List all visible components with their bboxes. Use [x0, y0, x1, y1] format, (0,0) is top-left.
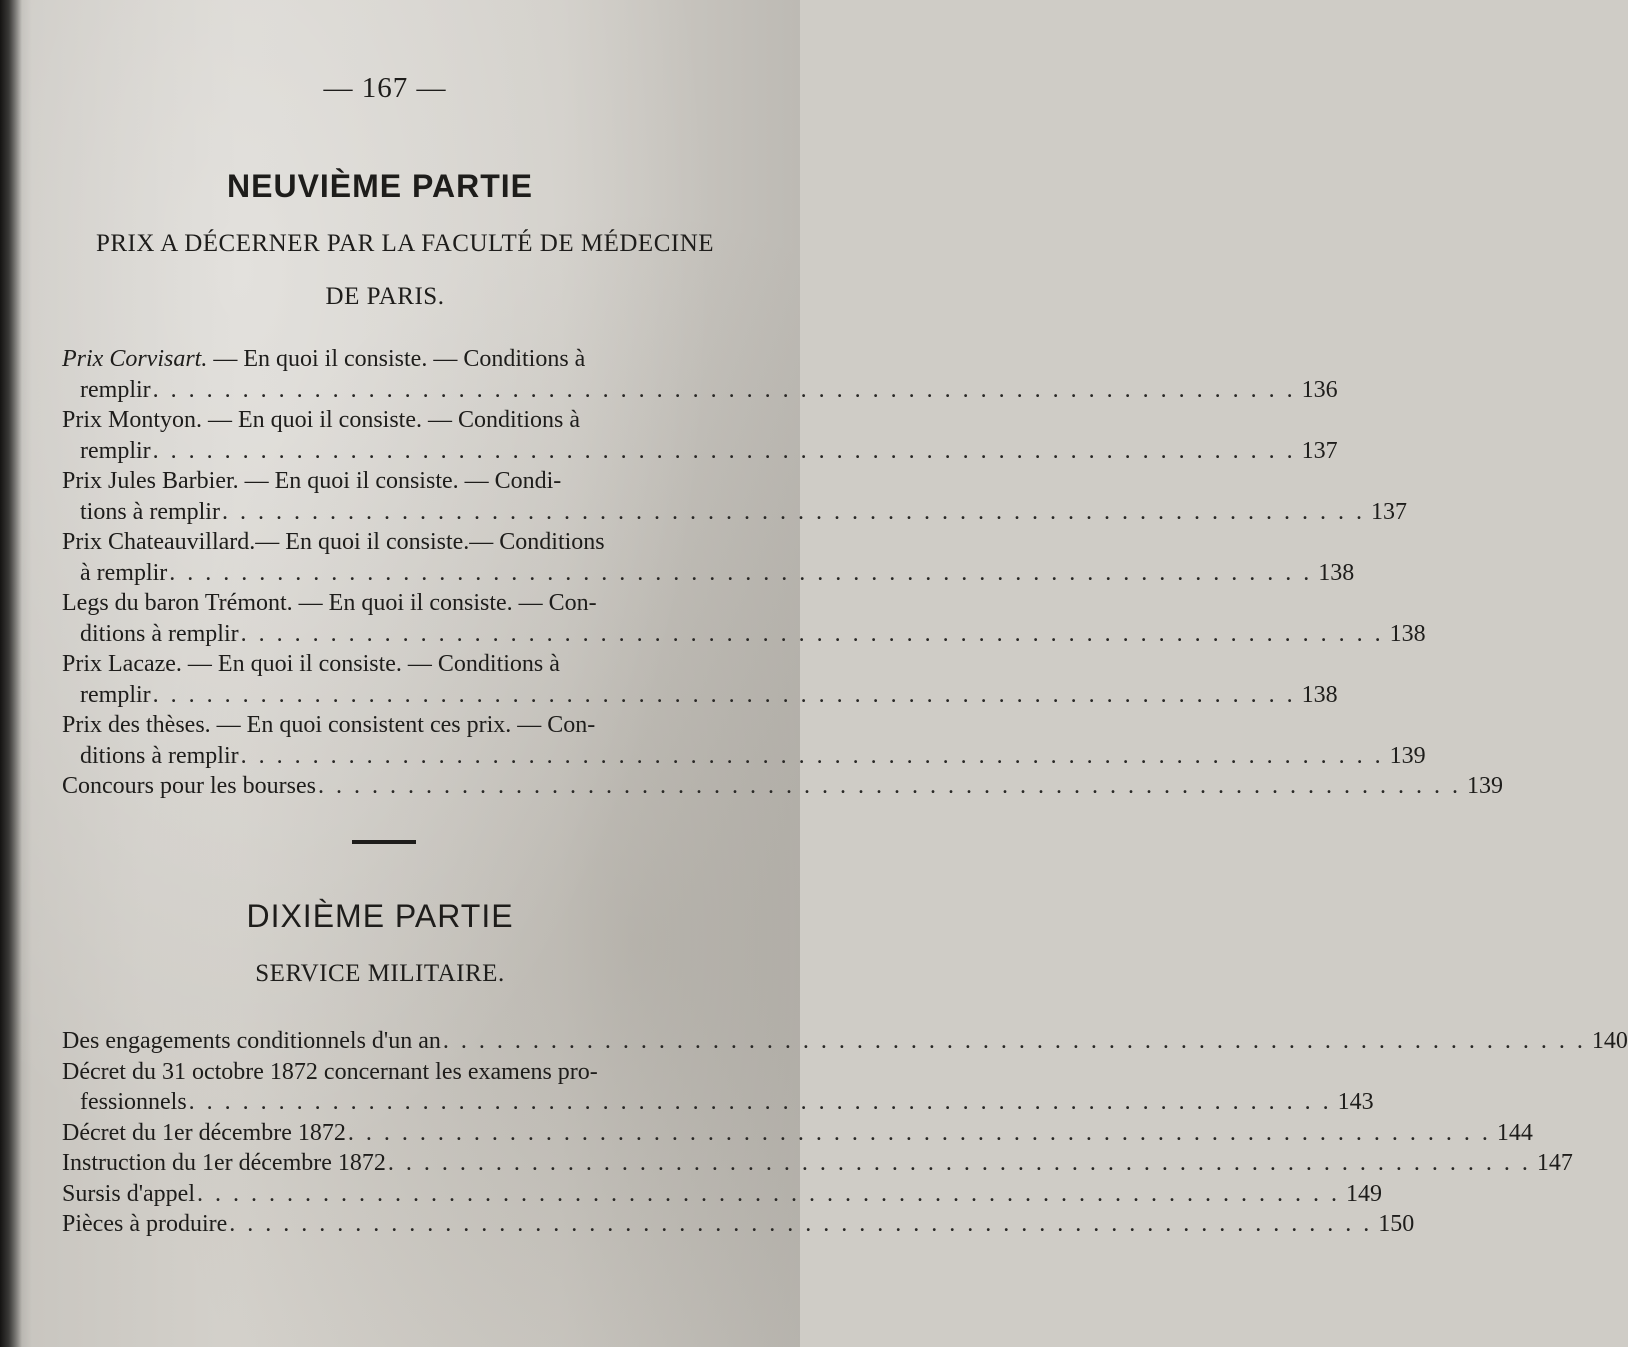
toc-entry-text: Sursis d'appel — [62, 1180, 195, 1207]
toc-page-number: 139 — [1389, 742, 1426, 769]
toc-entry-line — [62, 1118, 1533, 1149]
toc-page-number: 139 — [1466, 773, 1503, 799]
toc-entry-text: Décret du 31 octobre 1872 concernant les examens pro- — [62, 1058, 598, 1085]
toc-entry-text: Des engagements conditionnels d'un an — [62, 1028, 441, 1054]
toc-entry-text: ditions à remplir — [80, 742, 239, 769]
toc-entry-line — [62, 1209, 1415, 1240]
toc-entry-line — [62, 497, 1407, 528]
section-subtitle-prix: PRIX A DÉCERNER PAR LA FACULTÉ DE MÉDECINE — [95, 230, 715, 257]
toc-entry-line — [62, 1179, 1382, 1210]
toc-entry-line — [62, 1148, 1573, 1179]
toc-entry-text: remplir — [80, 437, 151, 464]
dot-leader: . . . . . . . . . . . . . . . . . . . . . . . . . . . . . . . . . . . . . . . . . . . . . . . . . . . . . . . . . . . . . . . . — [442, 1028, 1586, 1054]
dot-leader: . . . . . . . . . . . . . . . . . . . . . . . . . . . . . . . . . . . . . . . . . . . . . . . . . . . . . . . . . . . . . . . . — [240, 742, 1384, 769]
dot-leader: . . . . . . . . . . . . . . . . . . . . . . . . . . . . . . . . . . . . . . . . . . . . . . . . . . . . . . . . . . . . . . . . — [347, 1119, 1491, 1146]
toc-page-number: 144 — [1496, 1119, 1533, 1146]
toc-entry-line — [62, 741, 1426, 772]
toc-entry-text: Prix Montyon. — En quoi il consiste. — Conditions à — [62, 407, 581, 433]
toc-entry-line — [62, 771, 1503, 802]
dot-leader: . . . . . . . . . . . . . . . . . . . . . . . . . . . . . . . . . . . . . . . . . . . . . . . . . . . . . . . . . . . . . . . . — [152, 681, 1296, 708]
toc-entry-line — [62, 375, 1338, 406]
toc-entry — [62, 1057, 1374, 1118]
toc-entry-line — [62, 1087, 1374, 1118]
dot-leader: . . . . . . . . . . . . . . . . . . . . . . . . . . . . . . . . . . . . . . . . . . . . . . . . . . . . . . . . . . . . . . . . — [240, 620, 1384, 647]
dot-leader: . . . . . . . . . . . . . . . . . . . . . . . . . . . . . . . . . . . . . . . . . . . . . . . . . . . . . . . . . . . . . . . . — [317, 773, 1461, 799]
toc-page-number: 149 — [1345, 1180, 1382, 1207]
toc-entry-text: tions à remplir — [80, 498, 220, 525]
section-subtitle-prix-continued: DE PARIS. — [325, 283, 445, 310]
toc-entry — [62, 710, 1426, 771]
toc-entry-text: à remplir — [80, 559, 168, 586]
part-title-neuvieme: NEUVIÈME PARTIE — [227, 168, 533, 204]
toc-entry-text: remplir — [80, 681, 151, 708]
toc-entry-text: ditions à remplir — [80, 620, 239, 647]
toc-entry-text: Décret du 1er décembre 1872 — [62, 1119, 346, 1146]
toc-list-part9 — [62, 344, 1503, 802]
toc-entry — [62, 527, 1355, 588]
toc-entry — [62, 649, 1338, 710]
toc-page-number: 150 — [1378, 1211, 1415, 1237]
toc-entry-line — [62, 344, 710, 375]
toc-entry-line — [62, 619, 1426, 650]
toc-page-number: 147 — [1536, 1150, 1573, 1176]
toc-entry-title: Prix Corvisart. — [62, 346, 208, 372]
toc-entry — [62, 1209, 1415, 1240]
toc-page-number: 138 — [1301, 681, 1338, 708]
toc-entry-line — [62, 558, 1355, 589]
dot-leader: . . . . . . . . . . . . . . . . . . . . . . . . . . . . . . . . . . . . . . . . . . . . . . . . . . . . . . . . . . . . . . . . — [387, 1150, 1531, 1176]
toc-page-number: 138 — [1389, 620, 1426, 647]
toc-entry-text: Pièces à produire — [62, 1211, 228, 1237]
toc-entry-line — [62, 1026, 1628, 1057]
toc-entry-line — [62, 466, 710, 497]
section-subtitle-service-militaire: SERVICE MILITAIRE. — [255, 960, 505, 987]
toc-entry-text: fessionnels — [80, 1089, 187, 1115]
toc-entry — [62, 466, 1407, 527]
toc-entry-line — [62, 710, 710, 741]
toc-entry-text: Legs du baron Trémont. — En quoi il consiste. — Con- — [62, 590, 597, 616]
toc-entry-line — [62, 588, 710, 619]
toc-list-part10 — [62, 1026, 1628, 1240]
toc-entry — [62, 344, 1338, 405]
toc-entry-text: Prix Chateauvillard.— En quoi il consiste.— Conditions — [62, 529, 605, 555]
toc-page-number: 136 — [1301, 376, 1338, 403]
toc-entry — [62, 1118, 1533, 1149]
toc-entry-line — [62, 1057, 710, 1088]
toc-entry-line — [62, 649, 710, 680]
dot-leader: . . . . . . . . . . . . . . . . . . . . . . . . . . . . . . . . . . . . . . . . . . . . . . . . . . . . . . . . . . . . . . . . — [152, 437, 1296, 464]
dot-leader: . . . . . . . . . . . . . . . . . . . . . . . . . . . . . . . . . . . . . . . . . . . . . . . . . . . . . . . . . . . . . . . . — [152, 376, 1296, 403]
toc-page-number: 143 — [1337, 1089, 1374, 1115]
toc-entry-line — [62, 436, 1338, 467]
section-divider — [352, 840, 416, 844]
dot-leader: . . . . . . . . . . . . . . . . . . . . . . . . . . . . . . . . . . . . . . . . . . . . . . . . . . . . . . . . . . . . . . . . — [221, 498, 1365, 525]
toc-page-number: 138 — [1318, 559, 1355, 586]
toc-page-number: 137 — [1370, 498, 1407, 525]
dot-leader: . . . . . . . . . . . . . . . . . . . . . . . . . . . . . . . . . . . . . . . . . . . . . . . . . . . . . . . . . . . . . . . . — [229, 1211, 1373, 1237]
toc-page-number: 137 — [1301, 437, 1338, 464]
dot-leader: . . . . . . . . . . . . . . . . . . . . . . . . . . . . . . . . . . . . . . . . . . . . . . . . . . . . . . . . . . . . . . . . — [169, 559, 1313, 586]
dot-leader: . . . . . . . . . . . . . . . . . . . . . . . . . . . . . . . . . . . . . . . . . . . . . . . . . . . . . . . . . . . . . . . . — [188, 1089, 1332, 1115]
toc-entry-line — [62, 680, 1338, 711]
toc-entry — [62, 588, 1426, 649]
toc-entry-line — [62, 527, 710, 558]
toc-entry — [62, 771, 1503, 802]
dot-leader: . . . . . . . . . . . . . . . . . . . . . . . . . . . . . . . . . . . . . . . . . . . . . . . . . . . . . . . . . . . . . . . . — [196, 1180, 1340, 1207]
toc-entry-text: Instruction du 1er décembre 1872 — [62, 1150, 386, 1176]
toc-entry-line — [62, 405, 710, 436]
toc-entry — [62, 1148, 1573, 1179]
toc-entry-text: Prix Jules Barbier. — En quoi il consiste. — Condi- — [62, 468, 562, 494]
toc-entry-text: Prix des thèses. — En quoi consistent ces prix. — Con- — [62, 712, 596, 738]
toc-page-number: 140 — [1591, 1028, 1628, 1054]
toc-entry-text: Prix Lacaze. — En quoi il consiste. — Conditions à — [62, 651, 560, 677]
toc-entry-text: remplir — [80, 376, 151, 403]
toc-entry-text: — En quoi il consiste. — Conditions à — [207, 346, 586, 372]
toc-entry — [62, 1026, 1628, 1057]
toc-entry — [62, 1179, 1382, 1210]
page-number: — 167 — — [323, 72, 447, 104]
part-title-dixieme: DIXIÈME PARTIE — [246, 898, 514, 934]
toc-entry — [62, 405, 1338, 466]
toc-entry-text: Concours pour les bourses — [62, 773, 316, 799]
